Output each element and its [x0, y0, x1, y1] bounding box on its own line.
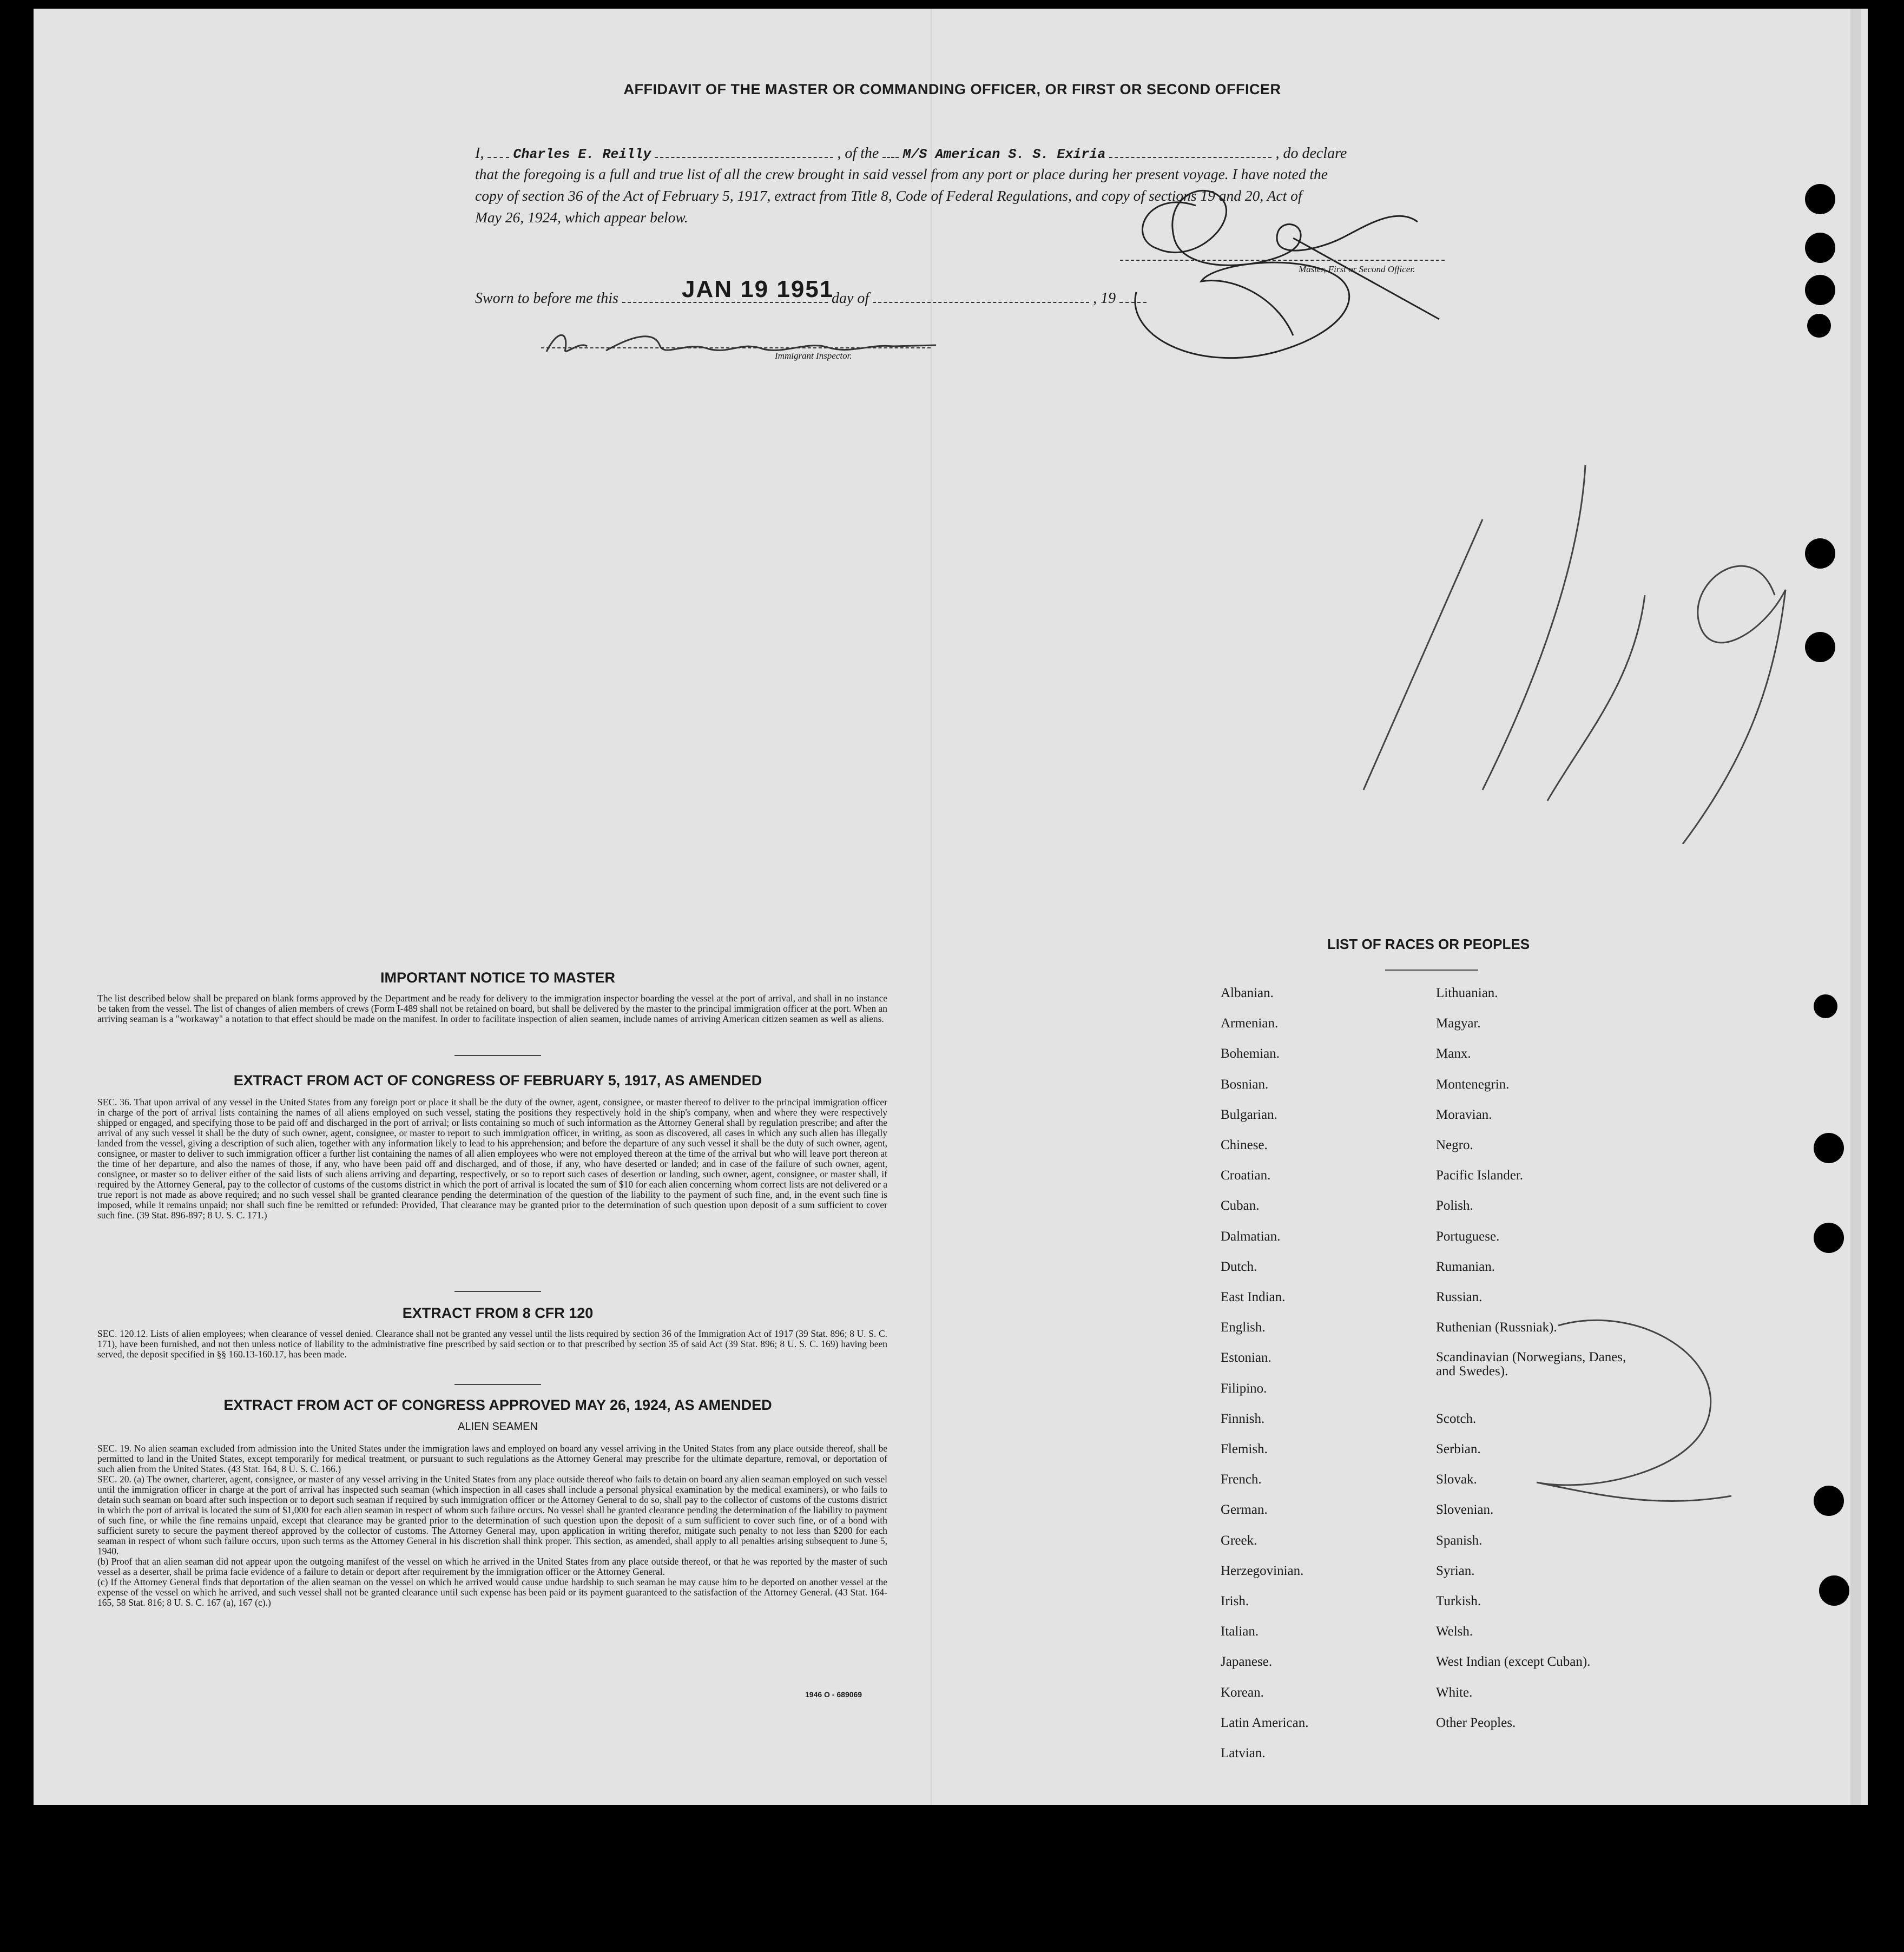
race-item: Japanese.: [1221, 1654, 1273, 1670]
divider: [1385, 970, 1478, 971]
blank-rule: [882, 145, 899, 158]
race-item: Pacific Islander.: [1436, 1168, 1524, 1183]
race-item: Filipino.: [1221, 1381, 1267, 1396]
affidavit-line-3: copy of section 36 of the Act of February 5, 1917, extract from Title 8, Code of Federal Regulations, and copy of sections 19 and 20, Act of: [475, 187, 1302, 204]
punch-hole: [1807, 314, 1831, 338]
race-item: Estonian.: [1221, 1350, 1271, 1366]
master-name: Charles E. Reilly: [513, 147, 651, 162]
race-item: Dalmatian.: [1221, 1229, 1281, 1244]
i-label: I,: [475, 145, 484, 162]
extract-1924-title: EXTRACT FROM ACT OF CONGRESS APPROVED MAY 26, 1924, AS AMENDED: [223, 1397, 772, 1413]
sworn-line: [475, 276, 1147, 307]
sec-20b-text: (b) Proof that an alien seaman did not appear upon the outgoing manifest of the vessel on which he arrived in the United States from any place outside thereof, or that he was reported by the master of such vessel as a deserter, shall be prima facie evidence of a failure to detain or deport after requirement by the immigration officer or the Attorney General.: [97, 1556, 887, 1577]
divider: [454, 1291, 541, 1292]
print-code: 1946 O - 689069: [805, 1690, 862, 1699]
race-item: Welsh.: [1436, 1624, 1473, 1639]
extract-cfr-text: SEC. 120.12. Lists of alien employees; when clearance of vessel denied. Clearance shall not be granted any vessel until the lists required by section 36 of the Immigration Act of 1917 (39 Stat. 896; 8 U. S. C. 171), have been furnished, and not then unless notice of liability to the administrative fine prescribed by said section or to that prescribed by section 35 of said Act (39 Stat. 896; 8 U. S. C. 169) having been served, the deposit specified in §§ 160.13-160.17, has been made.: [97, 1328, 887, 1360]
race-item: Turkish.: [1436, 1594, 1481, 1608]
races-title: LIST OF RACES OR PEOPLES: [1327, 936, 1530, 952]
race-item: Slovak.: [1436, 1472, 1477, 1487]
sec-20a-text: SEC. 20. (a) The owner, charterer, agent, consignee, or master of any vessel arriving in the United States from any place outside thereof who fails to detain on board any alien seaman employed on such vessel until the immigration officer in charge at the port of arrival has inspected such seaman (which inspection in all cases shall include a personal physical examination by the medical examiners), or who fails to detain such seaman on board after such inspection or to deport such seaman if required by such immigration officer or the Attorney General to do so, shall pay to the collector of customs of the customs district in which the port of arrival is located the sum of $1,000 for each alien seaman in respect of whom such failure occurs. No vessel shall be granted clearance pending the determination of the liability to payment of such fine, or while the fine remains unpaid, except that clearance may be granted prior to the determination of such question upon the deposit of a sum sufficient to cover such fine, or of a bond with sufficient surety to secure the payment thereof approved by the collector of customs. The Attorney General may, upon application in writing therefor, mitigate such penalty to not less than $200 for each seaman in respect of whom such failure occurs, upon such terms as the Attorney General in his discretion shall think proper. This section, as amended, shall apply to all penalties arising subsequent to June 5, 1940.: [97, 1474, 887, 1557]
race-item: Magyar.: [1436, 1016, 1481, 1031]
affidavit-line-2: that the foregoing is a full and true list of all the crew brought in said vessel from any port or place during her present voyage. I have noted the: [475, 166, 1328, 182]
race-item: White.: [1436, 1685, 1473, 1700]
extract-1924-body: [97, 1443, 887, 1608]
of-the-label: , of the: [837, 145, 879, 162]
affidavit-title: AFFIDAVIT OF THE MASTER OR COMMANDING OFFICER, OR FIRST OR SECOND OFFICER: [623, 81, 1281, 97]
sec-20c-text: (c) If the Attorney General finds that deportation of the alien seaman on the vessel on which he arrived would cause undue hardship to such seaman he may cause him to be deported on another vessel at the expense of the vessel on which he arrived, and such vessel shall not be granted clearance until such expense has been paid or its payment guaranteed to the satisfaction of the Attorney General. (43 Stat. 164-165, 58 Stat. 816; 8 U. S. C. 167 (a), 167 (c).): [97, 1577, 887, 1608]
punch-hole: [1814, 1223, 1844, 1253]
race-item: Montenegrin.: [1436, 1077, 1510, 1092]
race-item: Rumanian.: [1436, 1259, 1495, 1274]
race-item: Armenian.: [1221, 1016, 1279, 1031]
race-item: Spanish.: [1436, 1533, 1483, 1548]
inspector-signature: [536, 325, 947, 362]
blank-rule: [1109, 145, 1271, 158]
punch-hole: [1805, 184, 1835, 214]
blank-rule: [873, 290, 1089, 303]
race-item: Slovenian.: [1436, 1502, 1494, 1518]
extract-cfr-title: EXTRACT FROM 8 CFR 120: [402, 1305, 594, 1321]
race-item: Finnish.: [1221, 1411, 1265, 1426]
vessel-name: M/S American S. S. Exiria: [902, 147, 1106, 162]
race-item: Manx.: [1436, 1046, 1471, 1061]
center-fold: [931, 9, 932, 1805]
race-item: Russian.: [1436, 1290, 1483, 1304]
sheet-edge: [1850, 9, 1861, 1805]
race-item: Cuban.: [1221, 1198, 1260, 1214]
race-item: Polish.: [1436, 1198, 1473, 1214]
race-item: Scotch.: [1436, 1411, 1477, 1426]
year-label: , 19: [1093, 290, 1116, 307]
blank-rule: [655, 145, 833, 158]
divider: [454, 1384, 541, 1385]
divider: [454, 1055, 541, 1056]
punch-hole: [1805, 275, 1835, 305]
extract-1924-subtitle: ALIEN SEAMEN: [458, 1421, 538, 1433]
signature-line: [1120, 260, 1445, 261]
race-item: Bohemian.: [1221, 1046, 1280, 1061]
race-item: Serbian.: [1436, 1442, 1481, 1456]
day-of-label: day of: [831, 290, 869, 307]
extract-1917-title: EXTRACT FROM ACT OF CONGRESS OF FEBRUARY 5, 1917, AS AMENDED: [233, 1072, 762, 1089]
punch-hole: [1814, 994, 1837, 1018]
race-item: French.: [1221, 1472, 1262, 1487]
race-item: English.: [1221, 1320, 1266, 1335]
inspector-caption: Immigrant Inspector.: [775, 351, 852, 361]
officer-caption: Master, First or Second Officer.: [1299, 264, 1415, 274]
race-item: East Indian.: [1221, 1290, 1286, 1304]
race-item: Greek.: [1221, 1533, 1257, 1548]
blank-rule: [1119, 290, 1147, 303]
race-item: Portuguese.: [1436, 1229, 1500, 1244]
race-item: West Indian (except Cuban).: [1436, 1654, 1591, 1670]
date-stamp: JAN 19 1951: [681, 276, 834, 302]
sworn-label: Sworn to before me this: [475, 290, 618, 307]
race-item: Ruthenian (Russniak).: [1436, 1320, 1557, 1335]
race-item: Italian.: [1221, 1624, 1259, 1639]
race-item: Latin American.: [1221, 1715, 1309, 1730]
race-item: Croatian.: [1221, 1168, 1271, 1183]
race-item: Korean.: [1221, 1685, 1264, 1700]
blank-rule: [487, 145, 509, 158]
punch-hole: [1819, 1575, 1849, 1606]
race-item: Syrian.: [1436, 1563, 1475, 1578]
race-item: Lithuanian.: [1436, 986, 1498, 1000]
race-item: Bosnian.: [1221, 1077, 1269, 1092]
race-item: Moravian.: [1436, 1107, 1492, 1122]
race-item: Chinese.: [1221, 1138, 1268, 1152]
extract-1917-text: SEC. 36. That upon arrival of any vessel in the United States from any foreign port or place it shall be the duty of the owner, agent, consignee, or master thereof to deliver to the principal immigration officer in charge of the port of arrival lists containing the names of all aliens employed on such vessel, stating the positions they respectively hold in the ship's company, when and where they were respectively shipped or engaged, and specifying those to be paid off and discharged in the port of arrival; or lists containing so much of such information as the Attorney General shall by regulation prescribe; and after the arrival of any such vessel it shall be the duty of such owner, agent, consignee, or master to report to such immigration officer, in writing, as soon as discovered, all cases in which any such alien has illegally landed from the vessel, giving a description of such alien, together with any information likely to lead to his apprehension; and before the departure of any such vessel it shall be the duty of such owner, agent, consignee, or master to deliver to such immigration officer a further list containing the names of all alien employees who were not employed thereon at the time of the arrival but who will leave port thereon at the time of her departure, and also the names of those, if any, who have been paid off and discharged, and of those, if any, who have deserted or landed; and in case of the failure of such owner, agent, consignee, or master so to deliver either of the said lists of such aliens arriving and departing, respectively, or so to report such cases of desertion or landing, such owner, agent, consignee, or master shall, if required by the Attorney General, pay to the collector of customs of the customs district in which the port of arrival is located the sum of $10 for each alien concerning whom correct lists are not delivered or a true report is not made as above required; and no such vessel shall be granted clearance pending the determination of the question of the liability to the payment of such fine, and, in the event such fine is imposed, while it remains unpaid; nor shall such fine be remitted or refunded: Provided, That clearance may be granted prior to the determination of such question upon deposit of a sum sufficient to cover such fine. (39 Stat. 896-897; 8 U. S. C. 171.): [97, 1097, 887, 1221]
do-declare-label: , do declare: [1275, 145, 1347, 162]
sec-19-text: SEC. 19. No alien seaman excluded from admission into the United States under the immigration laws and employed on board any vessel arriving in the United States from any place outside thereof, shall be permitted to land in the United States, except temporarily for medical treatment, or pursuant to such regulations as the Attorney General may prescribe for the ultimate departure, removal, or deportation of such alien from the United States. (43 Stat. 164, 8 U. S. C. 166.): [97, 1443, 887, 1474]
race-item: Herzegovinian.: [1221, 1563, 1304, 1578]
affidavit-line-4: May 26, 1924, which appear below.: [475, 209, 688, 226]
handwritten-page-number: [1342, 454, 1829, 844]
inspector-line: [541, 347, 931, 348]
race-item: Negro.: [1436, 1138, 1473, 1152]
race-item: Bulgarian.: [1221, 1107, 1277, 1122]
race-item: Other Peoples.: [1436, 1715, 1516, 1730]
race-item: Latvian.: [1221, 1746, 1266, 1760]
race-item: Irish.: [1221, 1594, 1249, 1608]
punch-hole: [1814, 1133, 1844, 1163]
race-item: Albanian.: [1221, 986, 1274, 1000]
race-item: German.: [1221, 1502, 1268, 1518]
date-blank: [622, 276, 834, 303]
race-item: Flemish.: [1221, 1442, 1268, 1456]
race-item: Scandinavian (Norwegians, Danes, and Swedes).: [1436, 1350, 1626, 1379]
notice-text: The list described below shall be prepared on blank forms approved by the Department and be ready for delivery to the immigration inspector boarding the vessel at the port of arrival, and shall in no instance be taken from the vessel. The list of changes of alien members of crews (Form I-489 shall not be retained on board, but shall be delivered by the master to the principal immigration officer at the port. When an arriving seaman is a "workaway" a notation to that effect should be made on the manifest. In order to facilitate inspection of alien seamen, include names of arriving American citizen seamen as well as aliens.: [97, 993, 887, 1024]
race-item: Dutch.: [1221, 1259, 1257, 1274]
notice-title: IMPORTANT NOTICE TO MASTER: [380, 970, 615, 986]
punch-hole: [1805, 233, 1835, 263]
punch-hole: [1814, 1486, 1844, 1516]
